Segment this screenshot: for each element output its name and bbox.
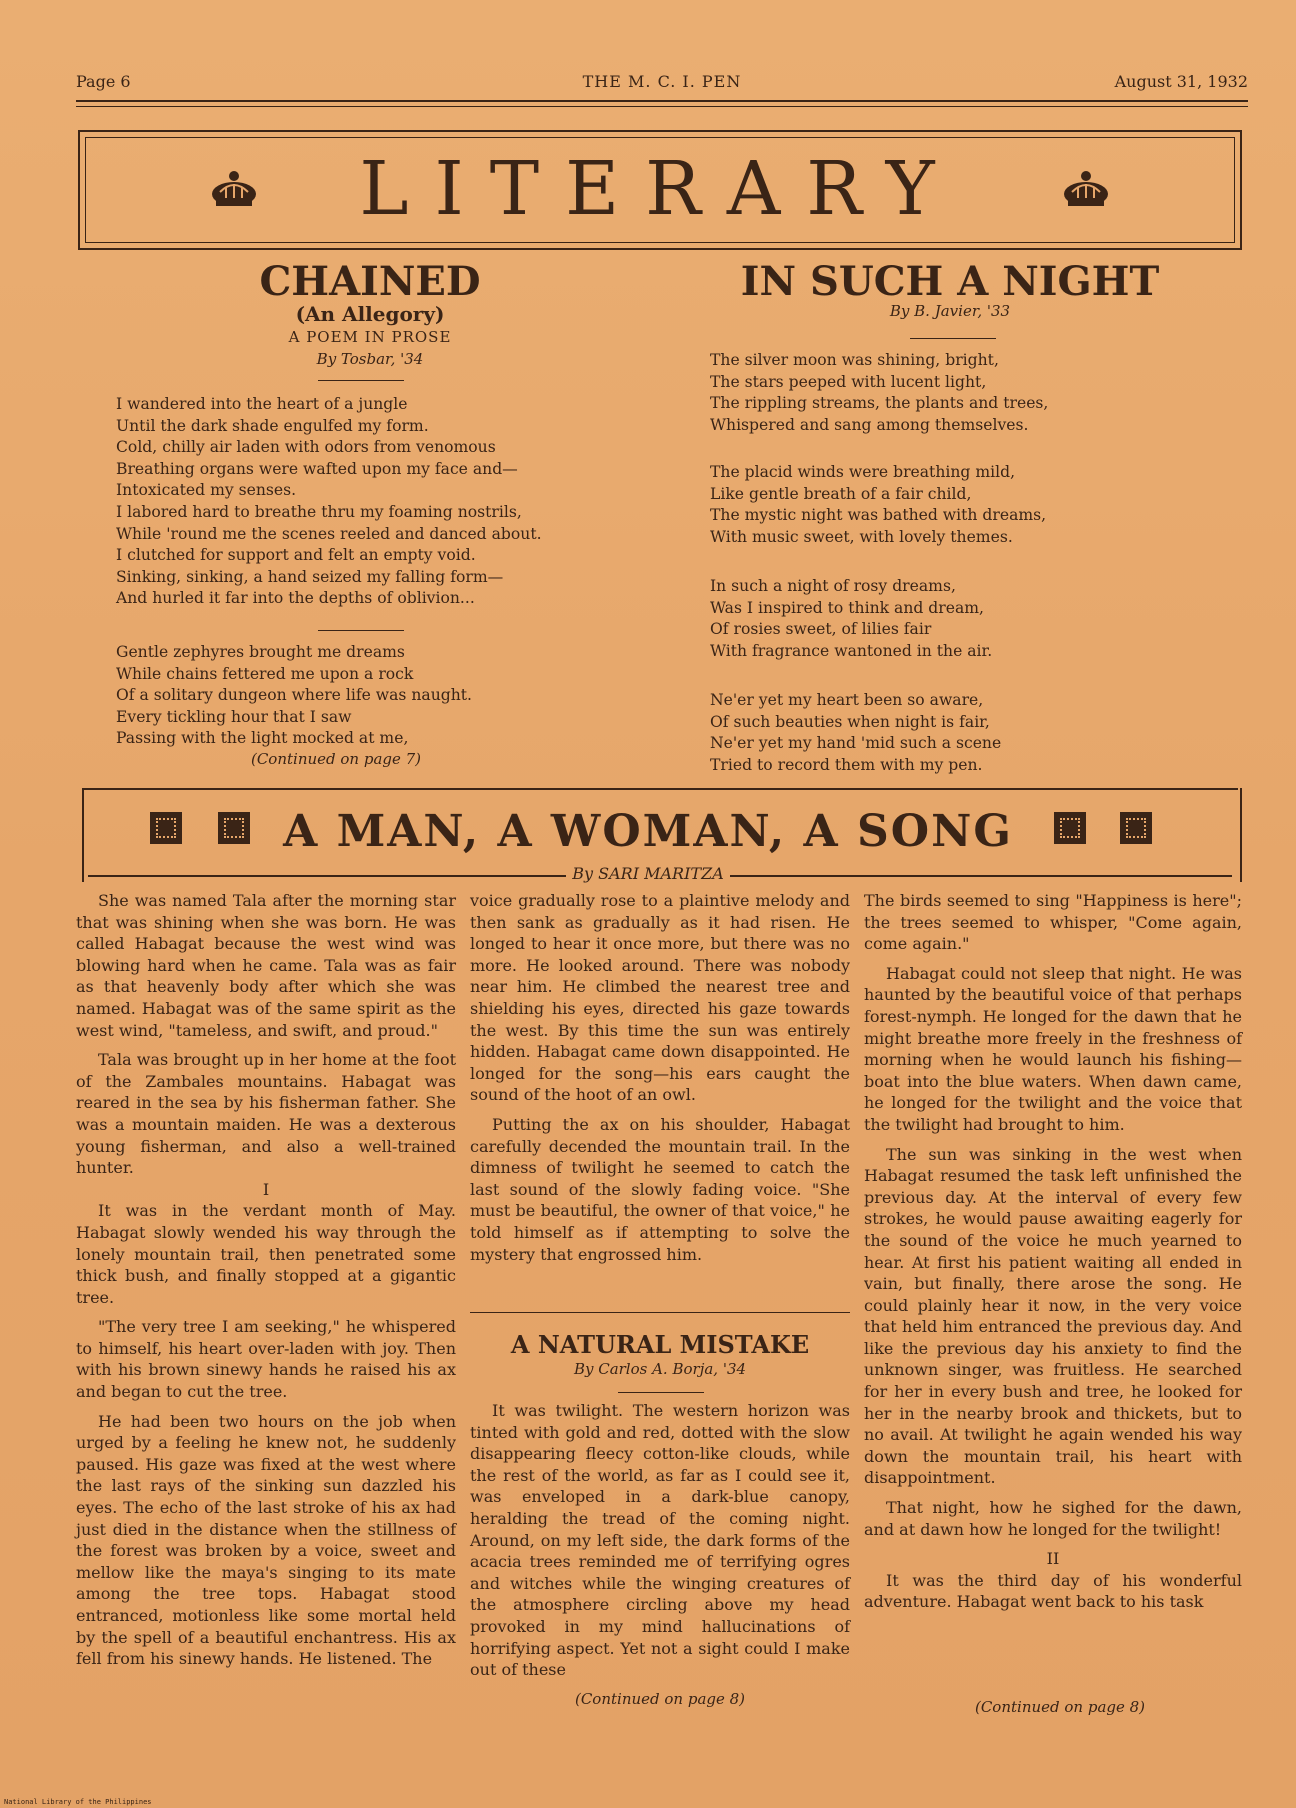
night-byline: By B. Javier, '33	[889, 302, 1011, 320]
song-paragraph: Tala was brought up in her home at the foot of the Zambales mountains. Habagat was reared in the sea by his fisherman father. She was a mountain maiden. He was a dexterous young fisherman, and also a well-trained hunter.	[76, 1050, 456, 1178]
chained-stanza-2: Gentle zephyres brought me dreams While chains fettered me upon a rock Of a solitary dungeon where life was naught. Every tickling hour that I saw Passing with the light mocked at me,	[116, 643, 473, 748]
song-part-numeral: I	[262, 1179, 270, 1199]
header-rule-thin	[76, 106, 1248, 107]
song-paragraph: She was named Tala after the morning star that was shining when she was born. He was called Habagat because the west wind was blowing hard when he came. Tala was as fair as that heavenly body after which she was named. Habagat was of the same spirit as the west wind, "tameless, and swift, and proud."	[76, 891, 456, 1040]
song-column-1	[76, 890, 456, 1678]
song-part-numeral: II	[1046, 1549, 1060, 1569]
page-number: Page 6	[76, 72, 131, 91]
night-stanza-2: The placid winds were breathing mild, Like gentle breath of a fair child, The mystic night was bathed with dreams, With music sweet, with lovely themes.	[710, 463, 1047, 546]
night-stanza-1: The silver moon was shining, bright, The stars peeped with lucent light, The rippling streams, the plants and trees, Whispered and sang among themselves.	[710, 351, 1049, 434]
mistake-body	[470, 1400, 850, 1689]
chained-divider-2	[318, 630, 404, 631]
chained-continued: (Continued on page 7)	[250, 750, 422, 768]
library-footnote: National Library of the Philippines	[4, 1798, 152, 1806]
banner-title: LITERARY	[359, 146, 961, 232]
song-paragraph: Putting the ax on his shoulder, Habagat carefully decended the mountain trail. In the dimness of twilight he seemed to catch the last sound of the slowly fading voice. "She must be beautiful, the owner of that voice," he told himself as if attempting to solve the mystery that engrossed him.	[470, 1114, 850, 1264]
chained-title: CHAINED	[259, 258, 481, 305]
chained-divider	[318, 380, 404, 381]
song-paragraph: "The very tree I am seeking," he whispered to himself, his heart over-laden with joy. Then with his brown sinewy hands he raised his ax and began to cut the tree.	[76, 1317, 456, 1402]
night-stanza-3: In such a night of rosy dreams, Was I inspired to think and dream, Of rosies sweet, of lilies fair With fragrance wantoned in the air.	[710, 577, 993, 660]
song-column-3	[864, 890, 1242, 1621]
square-ornament-icon	[1054, 812, 1086, 844]
song-paragraph: Habagat could not sleep that night. He was haunted by the beautiful voice of that perhaps forest-nymph. He longed for the dawn that he might breathe more freely in the freshness of morning when he would launch his fishing—boat into the blue waters. When dawn came, he longed for the twilight and the voice that the twilight had brought to him.	[864, 963, 1242, 1134]
mistake-divider	[618, 1392, 704, 1393]
song-paragraph: voice gradually rose to a plaintive melody and then sank as gradually as it had risen. He longed to hear it once more, but there was no more. He looked around. There was nobody near him. He climbed the nearest tree and shielding his eyes, directed his gaze towards the west. By this time the sun was entirely hidden. Habagat came down disappointed. He longed for the song—his ears caught the sound of the hoot of an owl.	[470, 891, 850, 1105]
song-paragraph: The sun was sinking in the west when Habagat resumed the task left unfinished the previous day. At the interval of every few strokes, he would pause awaiting eagerly for the sound of the voice he much yearned to hear. At first his patient waiting all ended in vain, but finally, there arose the song. He could plainly hear it now, in the very voice that held him entranced the previous day. And like the previous day his anxiety to find the unknown singer, was fruitless. He searched for her in every bush and tree, he looked for her in the nearby brook and thickets, but to no avail. At twilight he again wended his way down the mountain trail, his heart with disappointment.	[864, 1144, 1242, 1488]
section-banner	[78, 130, 1242, 250]
song-paragraph: It was in the verdant month of May. Habagat slowly wended his way through the lonely mountain trail, then penetrated some thick bush, and finally stopped at a gigantic tree.	[76, 1201, 456, 1307]
night-divider	[910, 338, 996, 339]
song-title: A MAN, A WOMAN, A SONG	[283, 806, 1013, 857]
square-ornament-icon	[1120, 812, 1152, 844]
night-title: IN SUCH A NIGHT	[740, 258, 1160, 305]
mistake-title: A NATURAL MISTAKE	[510, 1330, 810, 1359]
song-byline	[0, 864, 1296, 883]
mistake-paragraph: It was twilight. The western horizon was tinted with gold and red, dotted with the slow disappearing fleecy cotton-like clouds, while the rest of the world, as far as I could see it, was enveloped in a dark-blue canopy, heralding the tread of the coming night. Around, on my left side, the dark forms of the acacia trees reminded me of terrifying ogres and witches while the winging creatures of the atmosphere circling above my head provoked in my mind hallucinations of horrifying aspect. Yet not a sight could I make out of these	[470, 1401, 850, 1680]
song-byline-text: By SARI MARITZA	[566, 864, 730, 883]
song-column-2	[470, 890, 850, 1273]
mistake-continued: (Continued on page 8)	[574, 1690, 746, 1708]
song-paragraph: The birds seemed to sing "Happiness is here"; the trees seemed to whisper, "Come again, come again."	[864, 891, 1242, 954]
chained-subtitle: (An Allegory)	[295, 302, 445, 326]
chained-byline: By Tosbar, '34	[316, 350, 424, 368]
song-paragraph: It was the third day of his wonderful adventure. Habagat went back to his task	[864, 1570, 1242, 1612]
crown-icon	[1062, 168, 1110, 208]
song-paragraph: He had been two hours on the job when urged by a feeling he knew not, he suddenly paused. His gaze was fixed at the west where the last rays of the sinking sun dazzled his eyes. The echo of the last stroke of his ax had just died in the distance when the stillness of the forest was broken by a voice, sweet and mellow like the maya's singing to its mate among the tree tops. Habagat stood entranced, motionless like some mortal held by the spell of a beautiful enchantress. His ax fell from his sinewy hands. He listened. The	[76, 1411, 456, 1669]
chained-stanza-1: I wandered into the heart of a jungle Until the dark shade engulfed my form. Cold, chilly air laden with odors from venomous Breathing organs were wafted upon my face and— Intoxicated my senses. I labored hard to breathe thru my foaming nostrils, While 'round me the scenes reeled and danced about. I clutched for support and felt an empty void. Sinking, sinking, a hand seized my falling form— And hurled it far into the depths of oblivion...	[116, 395, 542, 608]
publication-title: THE M. C. I. PEN	[582, 72, 742, 91]
chained-kind: A POEM IN PROSE	[288, 328, 452, 346]
issue-date: August 31, 1932	[1114, 72, 1248, 91]
night-stanza-4: Ne'er yet my heart been so aware, Of such beauties when night is fair, Ne'er yet my hand 'mid such a scene Tried to record them with my pen.	[710, 691, 1002, 774]
page-header	[76, 72, 1248, 98]
song-continued: (Continued on page 8)	[974, 1698, 1146, 1716]
mistake-byline: By Carlos A. Borja, '34	[573, 1360, 747, 1378]
song-paragraph: That night, how he sighed for the dawn, and at dawn how he longed for the twilight!	[864, 1498, 1242, 1539]
header-rule	[76, 100, 1248, 102]
section-divider	[470, 1312, 850, 1313]
